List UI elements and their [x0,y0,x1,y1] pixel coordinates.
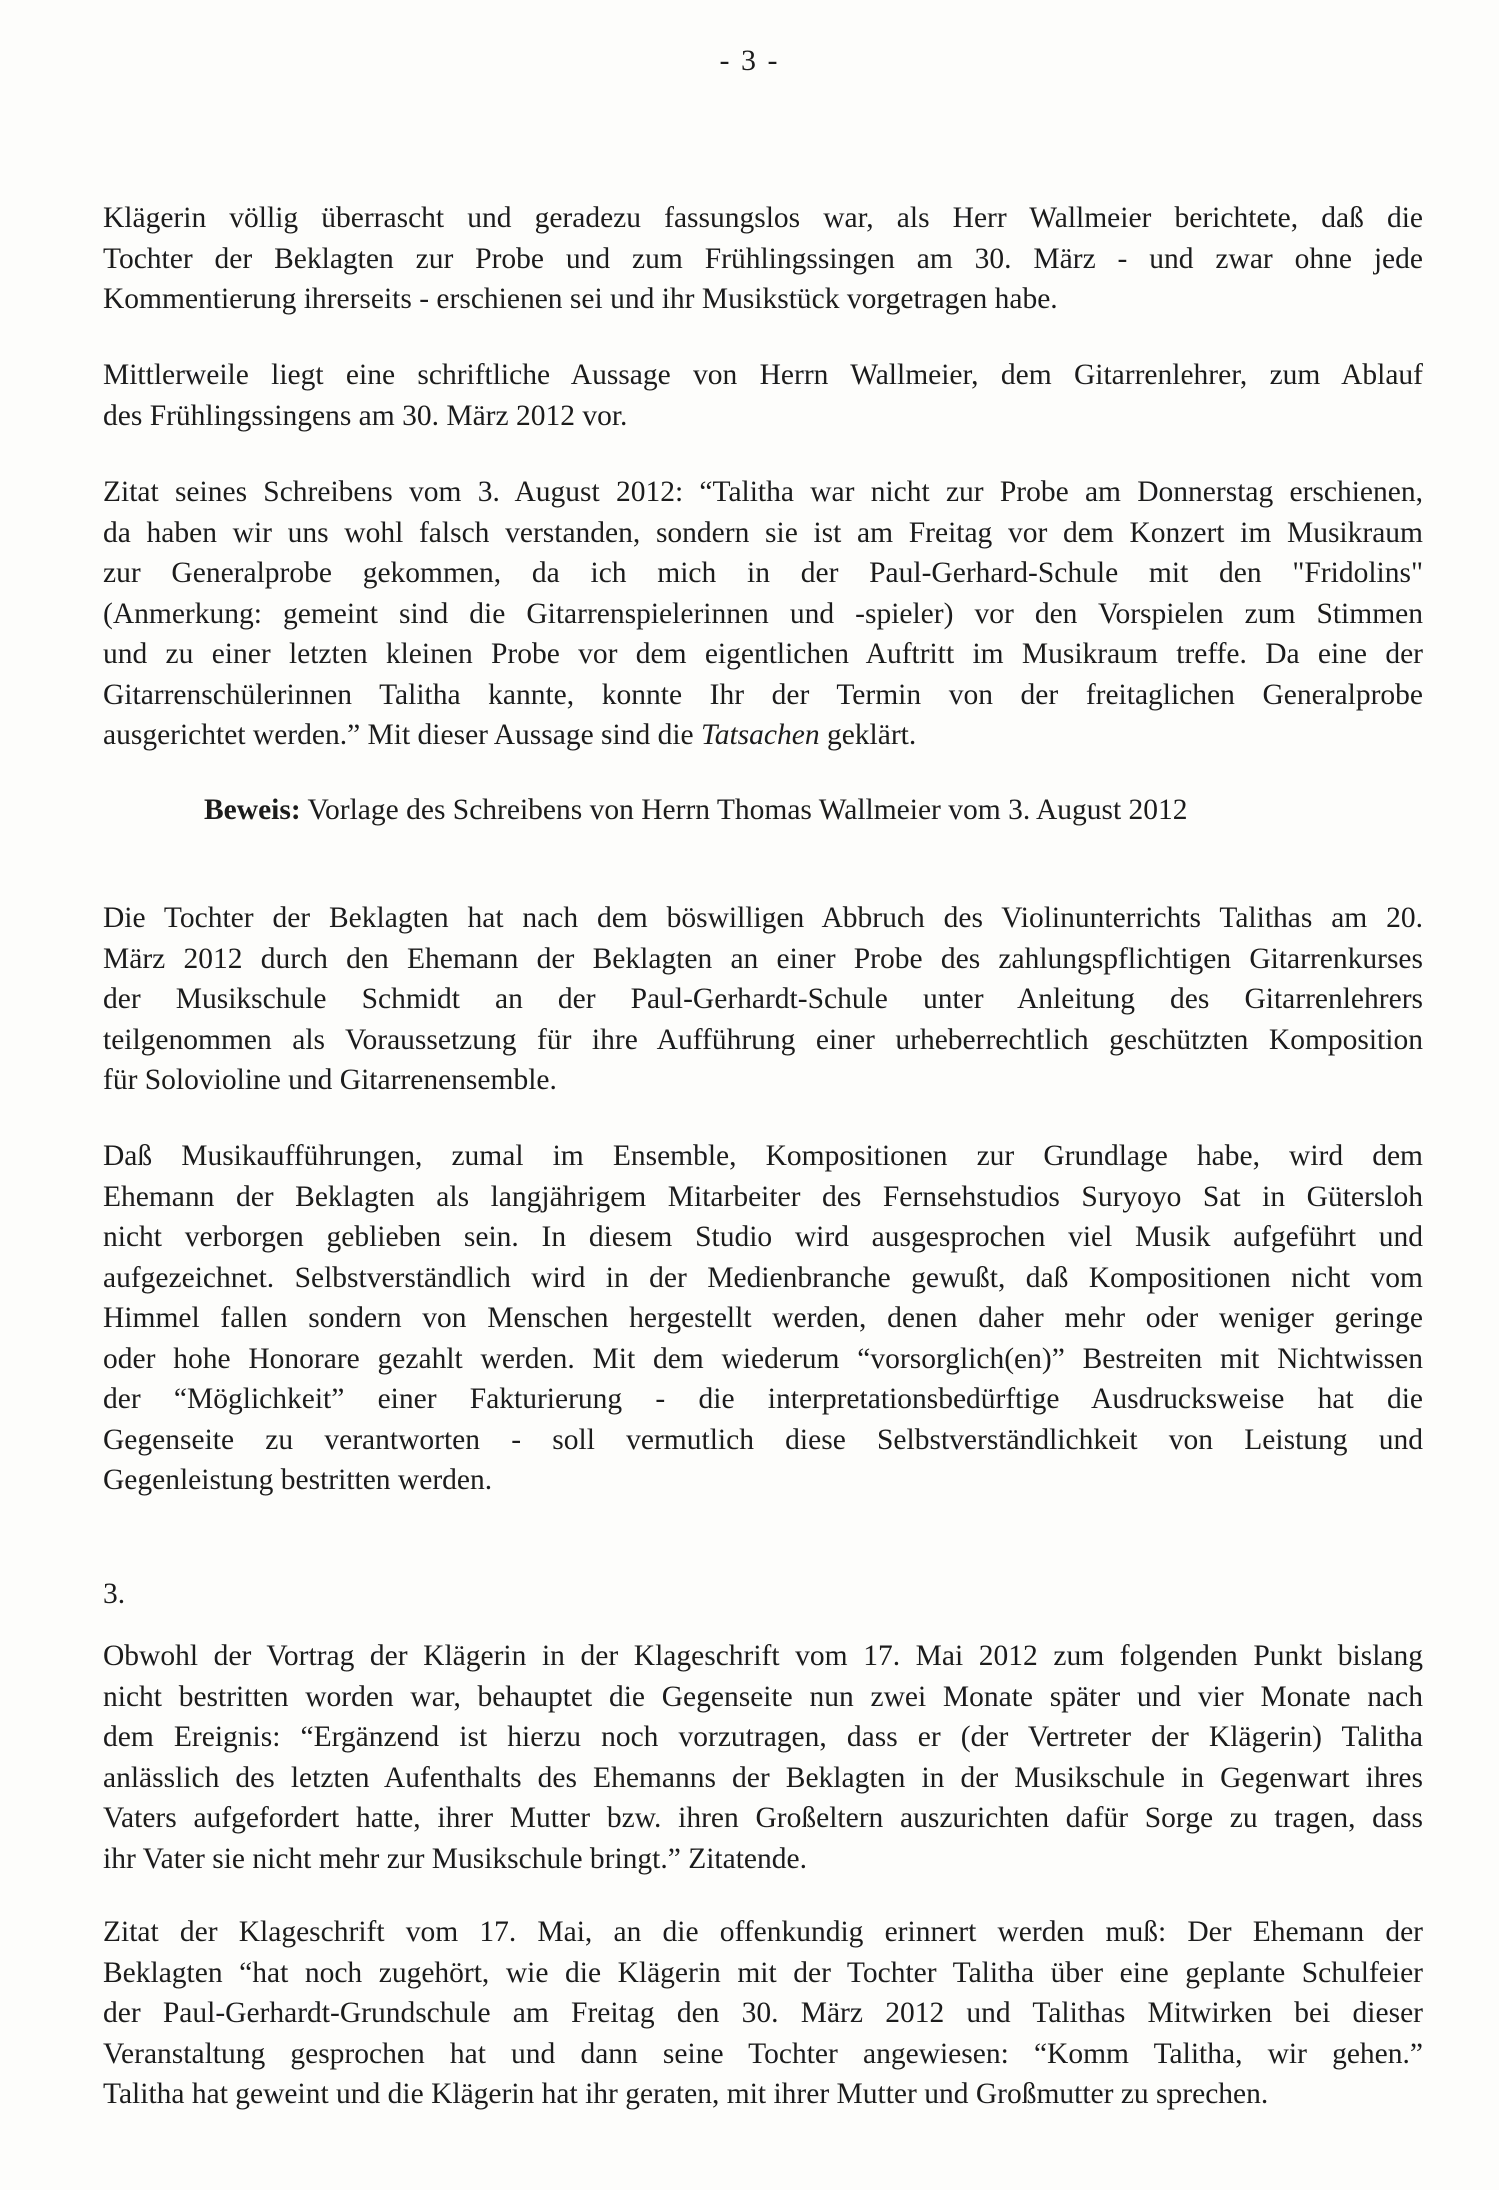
text-run: geklärt. [819,719,917,751]
paragraph-3-quote [103,472,1423,756]
text-line: Zitat seines Schreibens vom 3. August 2012: “Talitha war nicht zur Probe am Donnerstag erschienen, [103,476,1423,508]
text-line: Talitha hat geweint und die Klägerin hat ihr geraten, mit ihrer Mutter und Großmutter zu sprechen. [103,2078,1269,2110]
paragraph-1 [103,198,1423,320]
text-line: Klägerin völlig überrascht und geradezu fassungslos war, als Herr Wallmeier berichtete, daß die [103,202,1423,234]
text-line: Veranstaltung gesprochen hat und dann seine Tochter angewiesen: “Komm Talitha, wir gehen.” [103,2037,1423,2070]
text-line: und zu einer letzten kleinen Probe vor dem eigentlichen Auftritt im Musikraum treffe. Da eine der [103,638,1423,670]
text-line: Tochter der Beklagten zur Probe und zum Frühlingssingen am 30. März - und zwar ohne jede [103,242,1423,275]
paragraph-2 [103,355,1423,436]
text-line: nicht bestritten worden war, behauptet die Gegenseite nun zwei Monate später und vier Monate nach [103,1680,1423,1713]
text-line: aufgezeichnet. Selbstverständlich wird in der Medienbranche gewußt, daß Kompositionen nicht vom [103,1261,1423,1294]
text-line-mixed [103,715,1423,756]
text-line: anlässlich des letzten Aufenthalts des Ehemanns der Beklagten in der Musikschule in Gegenwart ihres [103,1761,1423,1794]
text-line: Beklagten “hat noch zugehört, wie die Klägerin mit der Tochter Talitha über eine geplante Schulfeier [103,1956,1423,1989]
paragraph-5 [103,1136,1423,1501]
text-line: ihr Vater sie nicht mehr zur Musikschule bringt.” Zitatende. [103,1842,807,1875]
text-line: der Musikschule Schmidt an der Paul-Gerhardt-Schule unter Anleitung des Gitarrenlehrers [103,983,1423,1015]
text-line: Die Tochter der Beklagten hat nach dem böswilligen Abbruch des Violinunterrichts Talithas am 20. [103,902,1423,934]
text-line: Daß Musikaufführungen, zumal im Ensemble, Kompositionen zur Grundlage habe, wird dem [103,1140,1423,1172]
text-line: Kommentierung ihrerseits - erschienen sei und ihr Musikstück vorgetragen habe. [103,283,1058,315]
text-line: zur Generalprobe gekommen, da ich mich in der Paul-Gerhard-Schule mit den "Fridolins" [103,557,1423,589]
text-line: teilgenommen als Voraussetzung für ihre Aufführung einer urheberrechtlich geschützten Komposition [103,1023,1423,1056]
paragraph-4 [103,898,1423,1101]
text-line: oder hohe Honorare gezahlt werden. Mit dem wiederum “vorsorglich(en)” Bestreiten mit Nichtwissen [103,1342,1423,1375]
text-line: Vaters aufgefordert hatte, ihrer Mutter bzw. ihren Großeltern auszurichten dafür Sorge zu tragen, dass [103,1802,1423,1834]
text-line: (Anmerkung: gemeint sind die Gitarrenspielerinnen und -spieler) vor den Vorspielen zum Stimmen [103,597,1423,630]
text-line: des Frühlingssingens am 30. März 2012 vor. [103,399,628,432]
text-line: dem Ereignis: “Ergänzend ist hierzu noch vorzutragen, dass er (der Vertreter der Klägerin) Talitha [103,1721,1423,1753]
text-run: ausgerichtet werden.” Mit dieser Aussage sind die [103,719,702,751]
text-line: Himmel fallen sondern von Menschen hergestellt werden, denen daher mehr oder weniger geringe [103,1302,1423,1334]
emphasis-tatsachen: Tatsachen [701,719,820,751]
section-number: 3. [103,1578,126,1610]
text-line: der Paul-Gerhardt-Grundschule am Freitag den 30. März 2012 und Talithas Mitwirken bei dieser [103,1997,1423,2029]
paragraph-7 [103,1912,1423,2115]
beweis-line [204,790,1188,830]
text-line: Gegenseite zu verantworten - soll vermutlich diese Selbstverständlichkeit von Leistung und [103,1423,1423,1456]
text-line: Gitarrenschülerinnen Talitha kannte, konnte Ihr der Termin von der freitaglichen Generalprobe [103,678,1423,711]
beweis-text: Vorlage des Schreibens von Herrn Thomas Wallmeier vom 3. August 2012 [300,794,1188,826]
paragraph-6 [103,1636,1423,1879]
text-line: der “Möglichkeit” einer Fakturierung - die interpretationsbedürftige Ausdrucksweise hat die [103,1383,1423,1415]
text-line: Gegenleistung bestritten werden. [103,1464,493,1496]
text-line: für Solovioline und Gitarrenensemble. [103,1064,557,1096]
text-line: Mittlerweile liegt eine schriftliche Aussage von Herrn Wallmeier, dem Gitarrenlehrer, zum Ablauf [103,359,1423,391]
text-line: Ehemann der Beklagten als langjährigem Mitarbeiter des Fernsehstudios Suryoyo Sat in Gütersloh [103,1180,1423,1213]
text-line: da haben wir uns wohl falsch verstanden, sondern sie ist am Freitag vor dem Konzert im Musikraum [103,516,1423,549]
beweis-label: Beweis: [204,794,301,826]
text-line: März 2012 durch den Ehemann der Beklagten an einer Probe des zahlungspflichtigen Gitarrenkurses [103,942,1423,975]
text-line: Obwohl der Vortrag der Klägerin in der Klageschrift vom 17. Mai 2012 zum folgenden Punkt bislang [103,1640,1423,1672]
text-line: nicht verborgen geblieben sein. In diesem Studio wird ausgesprochen viel Musik aufgeführt und [103,1221,1423,1253]
page-number: - 3 - [719,44,780,77]
text-line: Zitat der Klageschrift vom 17. Mai, an die offenkundig erinnert werden muß: Der Ehemann der [103,1916,1423,1948]
